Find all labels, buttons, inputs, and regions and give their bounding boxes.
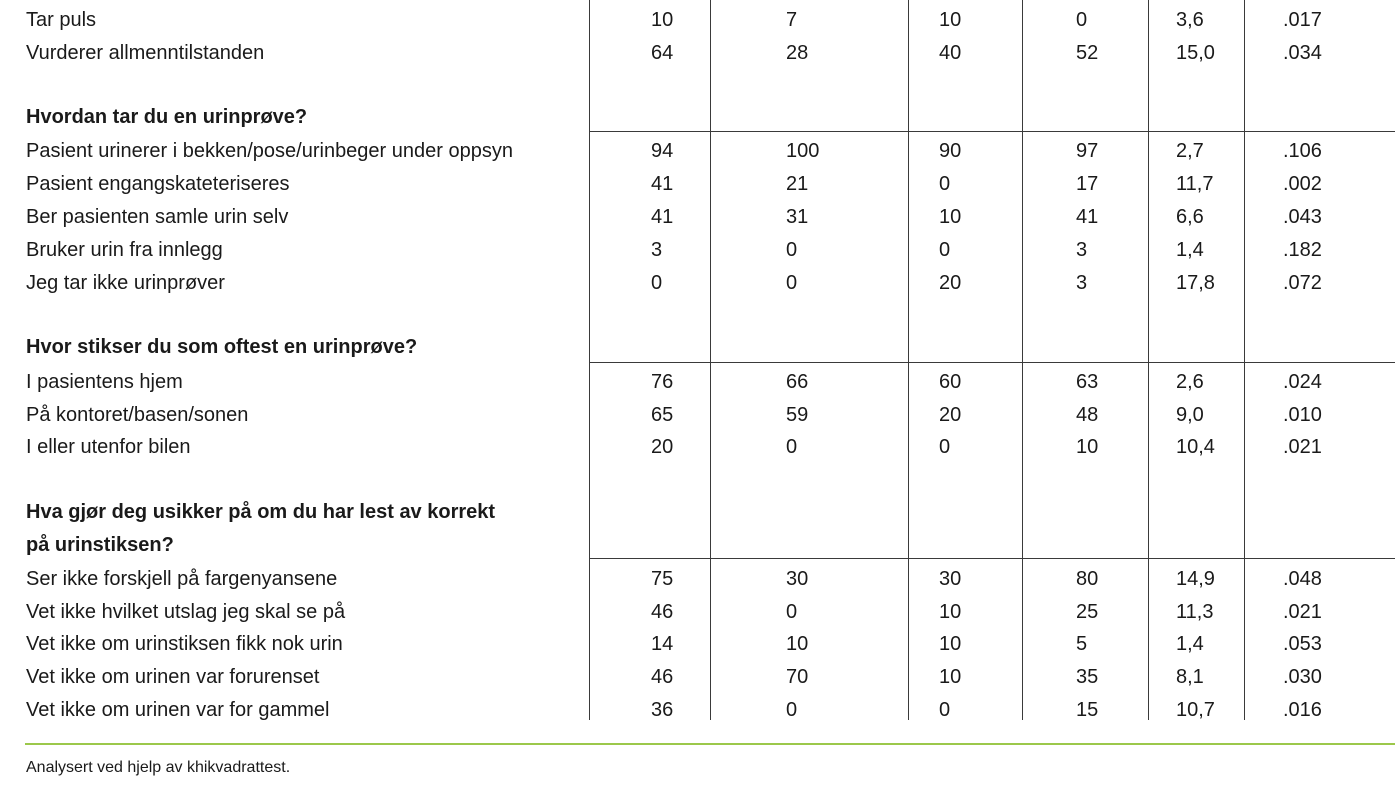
value-cell: 0 <box>786 601 798 623</box>
value-cell: 2,6 <box>1176 371 1204 393</box>
value-cell: 10 <box>939 601 962 623</box>
value-cell: 52 <box>1076 42 1099 64</box>
value-cell: 70 <box>786 666 809 688</box>
table-row <box>0 201 1400 234</box>
row-label: Tar puls <box>26 9 97 31</box>
value-cell: 15,0 <box>1176 42 1215 64</box>
value-cell: 10 <box>939 633 962 655</box>
value-cell: 41 <box>651 206 674 228</box>
value-cell: 5 <box>1076 633 1088 655</box>
value-cell: 1,4 <box>1176 239 1204 261</box>
value-cell: 3,6 <box>1176 9 1204 31</box>
value-cell: 20 <box>651 436 674 458</box>
value-cell: 3 <box>1076 239 1088 261</box>
table-footer-rule <box>25 743 1395 745</box>
value-cell: 10 <box>786 633 809 655</box>
value-cell: 1,4 <box>1176 633 1204 655</box>
row-label: Vet ikke om urinen var for gammel <box>26 699 330 721</box>
value-cell: 10 <box>651 9 674 31</box>
table-footnote: Analysert ved hjelp av khikvadrattest. <box>26 759 291 776</box>
table-row <box>0 563 1400 596</box>
value-cell: 7 <box>786 9 798 31</box>
row-label: Ber pasienten samle urin selv <box>26 206 289 228</box>
value-cell: 28 <box>786 42 809 64</box>
value-cell: 0 <box>786 699 798 721</box>
section-heading: på urinstiksen? <box>26 534 174 556</box>
value-cell: 0 <box>1076 9 1088 31</box>
value-cell: 46 <box>651 666 674 688</box>
value-cell: 30 <box>786 568 809 590</box>
value-cell: 20 <box>939 272 962 294</box>
value-cell: .002 <box>1283 173 1322 195</box>
value-cell: .106 <box>1283 140 1322 162</box>
value-cell: 90 <box>939 140 962 162</box>
value-cell: 30 <box>939 568 962 590</box>
value-cell: 10,7 <box>1176 699 1215 721</box>
table-row <box>0 596 1400 629</box>
table-row <box>0 4 1400 37</box>
row-label: Pasient engangskateteriseres <box>26 173 290 195</box>
table-row <box>0 267 1400 300</box>
value-cell: 25 <box>1076 601 1099 623</box>
value-cell: 2,7 <box>1176 140 1204 162</box>
table-row <box>0 135 1400 168</box>
value-cell: 36 <box>651 699 674 721</box>
value-cell: 75 <box>651 568 674 590</box>
value-cell: 0 <box>939 239 951 261</box>
value-cell: .030 <box>1283 666 1322 688</box>
row-label: Vurderer allmenntilstanden <box>26 42 265 64</box>
section-heading-row <box>0 101 1400 134</box>
value-cell: 10 <box>939 666 962 688</box>
value-cell: 48 <box>1076 404 1099 426</box>
section-heading-row <box>0 496 1400 529</box>
value-cell: 6,6 <box>1176 206 1204 228</box>
section-heading: Hvor stikser du som oftest en urinprøve? <box>26 336 418 358</box>
table-row <box>0 431 1400 464</box>
value-cell: .072 <box>1283 272 1322 294</box>
value-cell: 8,1 <box>1176 666 1204 688</box>
section-heading-row <box>0 331 1400 364</box>
value-cell: 0 <box>786 436 798 458</box>
row-label: I eller utenfor bilen <box>26 436 191 458</box>
table-row <box>0 661 1400 694</box>
row-label: Vet ikke om urinen var forurenset <box>26 666 320 688</box>
row-label: Jeg tar ikke urinprøver <box>26 272 225 294</box>
table-row <box>0 399 1400 432</box>
value-cell: 11,7 <box>1176 173 1214 195</box>
value-cell: 46 <box>651 601 674 623</box>
row-label: Bruker urin fra innlegg <box>26 239 223 261</box>
value-cell: .021 <box>1283 601 1322 623</box>
value-cell: 60 <box>939 371 962 393</box>
section-heading-row <box>0 529 1400 562</box>
value-cell: .010 <box>1283 404 1322 426</box>
value-cell: 0 <box>651 272 663 294</box>
section-heading: Hva gjør deg usikker på om du har lest av korrekt <box>26 501 496 523</box>
value-cell: 0 <box>786 272 798 294</box>
value-cell: 10 <box>1076 436 1099 458</box>
value-cell: .048 <box>1283 568 1322 590</box>
value-cell: 100 <box>786 140 820 162</box>
value-cell: 63 <box>1076 371 1099 393</box>
value-cell: 65 <box>651 404 674 426</box>
value-cell: 3 <box>1076 272 1088 294</box>
value-cell: 0 <box>939 436 951 458</box>
value-cell: 31 <box>786 206 809 228</box>
row-label: Vet ikke om urinstiksen fikk nok urin <box>26 633 343 655</box>
table-row <box>0 366 1400 399</box>
value-cell: .017 <box>1283 9 1322 31</box>
value-cell: 0 <box>786 239 798 261</box>
table-row <box>0 694 1400 727</box>
value-cell: .182 <box>1283 239 1322 261</box>
section-heading: Hvordan tar du en urinprøve? <box>26 106 308 128</box>
value-cell: 80 <box>1076 568 1099 590</box>
table-row <box>0 37 1400 70</box>
value-cell: .021 <box>1283 436 1322 458</box>
value-cell: 17 <box>1076 173 1099 195</box>
value-cell: 41 <box>1076 206 1099 228</box>
value-cell: 3 <box>651 239 663 261</box>
value-cell: 15 <box>1076 699 1099 721</box>
value-cell: 76 <box>651 371 674 393</box>
value-cell: .016 <box>1283 699 1322 721</box>
value-cell: 66 <box>786 371 809 393</box>
value-cell: 35 <box>1076 666 1099 688</box>
value-cell: 59 <box>786 404 809 426</box>
value-cell: 41 <box>651 173 674 195</box>
row-label: Pasient urinerer i bekken/pose/urinbeger under oppsyn <box>26 140 513 162</box>
value-cell: 94 <box>651 140 674 162</box>
value-cell: 14 <box>651 633 674 655</box>
row-label: Ser ikke forskjell på fargenyansene <box>26 568 338 590</box>
value-cell: 40 <box>939 42 962 64</box>
value-cell: 10,4 <box>1176 436 1215 458</box>
table-row <box>0 628 1400 661</box>
value-cell: 21 <box>786 173 809 195</box>
value-cell: 0 <box>939 173 951 195</box>
value-cell: 20 <box>939 404 962 426</box>
value-cell: 17,8 <box>1176 272 1215 294</box>
row-label: I pasientens hjem <box>26 371 183 393</box>
value-cell: .053 <box>1283 633 1322 655</box>
value-cell: 64 <box>651 42 674 64</box>
value-cell: 11,3 <box>1176 601 1214 623</box>
value-cell: .034 <box>1283 42 1322 64</box>
value-cell: .043 <box>1283 206 1322 228</box>
table-row <box>0 168 1400 201</box>
table-row <box>0 234 1400 267</box>
row-label: På kontoret/basen/sonen <box>26 404 249 426</box>
value-cell: 9,0 <box>1176 404 1204 426</box>
row-label: Vet ikke hvilket utslag jeg skal se på <box>26 601 346 623</box>
value-cell: 10 <box>939 206 962 228</box>
value-cell: 14,9 <box>1176 568 1215 590</box>
value-cell: 0 <box>939 699 951 721</box>
value-cell: 97 <box>1076 140 1099 162</box>
value-cell: .024 <box>1283 371 1322 393</box>
value-cell: 10 <box>939 9 962 31</box>
